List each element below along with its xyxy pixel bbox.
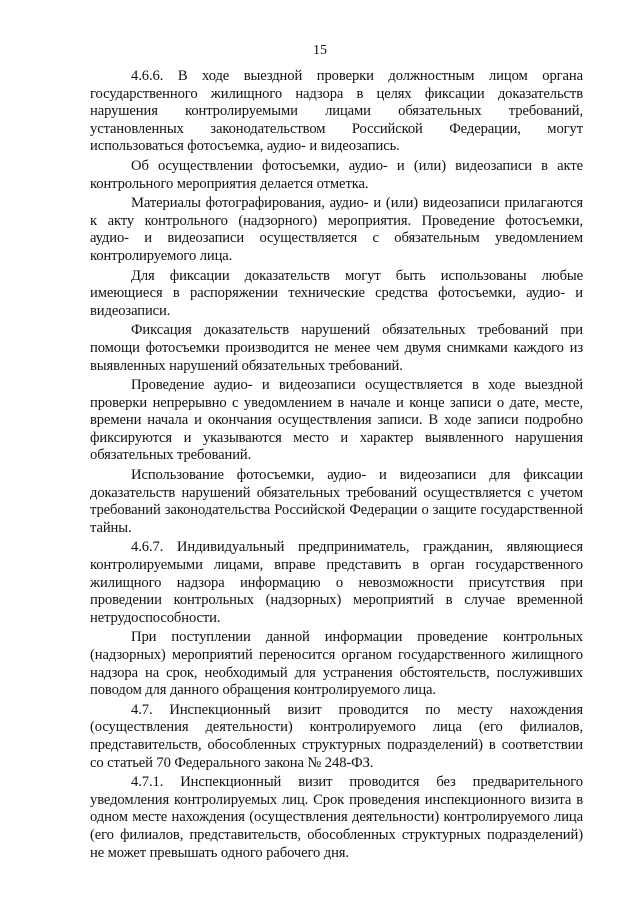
paragraph-audio-video: Проведение аудио- и видеозаписи осуществляется в ходе выездной проверки непрерывно с уведомлением в начале и конце записи о дате, месте, времени начала и окончания осуществления записи. В ходе записи подробно фиксируются и указываются место и характер выявленного нарушения обязательных требований. [90, 377, 583, 464]
paragraph-4-7-1: 4.7.1. Инспекционный визит проводится без предварительного уведомления контролируемых лиц. Срок проведения инспекционного визита в одном месте нахождения (осуществления деятельности) контролируемого лица (его филиалов, представительств, обособленных структурных подразделений) не может превышать одного рабочего дня. [90, 774, 583, 861]
paragraph-4-7: 4.7. Инспекционный визит проводится по месту нахождения (осуществления деятельности) контролируемого лица (его филиалов, представительств, обособленных структурных подразделений) в соответствии со статьей 70 Федерального закона № 248-ФЗ. [90, 701, 583, 771]
paragraph-technical-means: Для фиксации доказательств могут быть использованы любые имеющиеся в распоряжении технические средства фотосъемки, аудио- и видеозаписи. [90, 267, 583, 319]
page-number: 15 [313, 43, 327, 58]
paragraph-photo-mark: Об осуществлении фотосъемки, аудио- и (или) видеозаписи в акте контрольного мероприятия делается отметка. [90, 157, 583, 192]
paragraph-4-6-6: 4.6.6. В ходе выездной проверки должностным лицом органа государственного жилищного надзора в целях фиксации доказательств нарушения контролируемыми лицами обязательных требований, установленных законодательством Российской Федерации, могут использоваться фотосъемка, аудио- и видеозапись. [90, 68, 583, 155]
paragraph-state-secret: Использование фотосъемки, аудио- и видеозаписи для фиксации доказательств нарушений обязательных требований осуществляется с учетом требований законодательства Российской Федерации о защите государственной тайны. [90, 467, 583, 536]
paragraph-postponement: При поступлении данной информации проведение контрольных (надзорных) мероприятий переносится органом государственного жилищного надзора на срок, необходимый для устранения обстоятельств, послуживших поводом для данного обращения контролируемого лица. [90, 629, 583, 699]
document-body [90, 68, 583, 864]
paragraph-photo-evidence: Фиксация доказательств нарушений обязательных требований при помощи фотосъемки производится не менее чем двумя снимками каждого из выявленных нарушений обязательных требований. [90, 322, 583, 374]
paragraph-4-6-7: 4.6.7. Индивидуальный предприниматель, гражданин, являющиеся контролируемыми лицами, вправе представить в орган государственного жилищного надзора информацию о невозможности присутствия при проведении контрольных (надзорных) мероприятий в случае временной нетрудоспособности. [90, 539, 583, 626]
paragraph-materials: Материалы фотографирования, аудио- и (или) видеозаписи прилагаются к акту контрольного (надзорного) мероприятия. Проведение фотосъемки, аудио- и видеозаписи осуществляется с обязательным уведомлением контролируемого лица. [90, 195, 583, 264]
